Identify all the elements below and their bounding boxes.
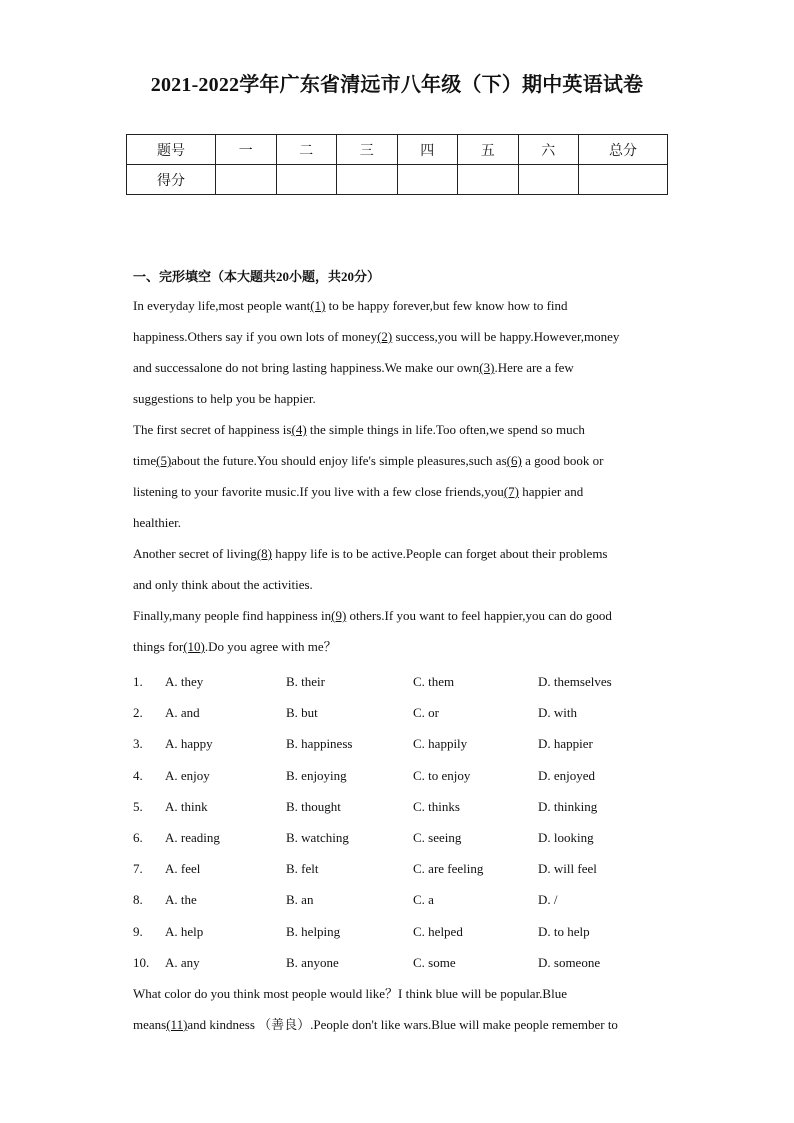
passage-line [133,600,673,631]
option-b[interactable]: B. felt [286,861,319,877]
blank-marker: (4) [291,422,307,437]
option-c[interactable]: C. them [413,674,455,689]
passage-text: a good book or [521,453,604,468]
score-input-cell[interactable] [397,165,458,195]
option-d[interactable]: D. / [538,892,558,908]
option-d[interactable]: D. someone [538,954,601,970]
passage-text: .Here are a few [494,360,574,375]
passage-text: others.If you want to feel happier,you can do good [346,608,612,623]
passage-text: about the future.You should enjoy life's simple pleasures,such as [171,453,507,468]
passage-line [133,445,673,476]
option-b[interactable]: B. their [286,674,325,689]
passage-text: and kindness （善良）.People don't like wars.Blue will make people remember to [187,1017,618,1032]
passage-text: success,you will be happy.However,money [392,329,620,344]
question-row [133,822,673,853]
option-c[interactable]: C. happily [413,736,468,752]
option-a[interactable]: A. any [165,954,200,970]
passage-text: to be happy forever,but few know how to find [325,298,568,313]
question-row [133,884,673,915]
table-cell: 六 [518,135,579,165]
option-d[interactable]: D. with [538,705,577,721]
score-input-cell[interactable] [579,165,668,195]
option-d[interactable]: D. looking [538,830,594,845]
passage-line [133,414,673,445]
score-table-header-row [127,135,668,165]
question-number: 3. [133,736,143,752]
question-row [133,853,673,884]
blank-marker: (11) [166,1017,188,1032]
passage-line [133,321,673,352]
option-c[interactable]: C. seeing [413,830,462,845]
score-input-cell[interactable] [458,165,519,195]
score-input-cell[interactable] [337,165,398,195]
passage-text: What color do you think most people would like？I think blue will be popular.Blue [133,986,567,1001]
option-d[interactable]: D. will feel [538,861,597,877]
passage-text: happiness.Others say if you own lots of money [133,329,378,344]
question-row [133,697,673,728]
question-number: 8. [133,892,143,908]
passage-text: happier and [518,484,584,499]
passage-text: means [133,1017,167,1032]
question-row [133,791,673,822]
option-b[interactable]: B. enjoying [286,767,347,783]
question-number: 4. [133,767,143,783]
option-c[interactable]: C. are feeling [413,861,484,877]
blank-marker: (3) [479,360,495,375]
option-d[interactable]: D. to help [538,923,590,939]
score-table [126,134,668,195]
question-row [133,728,673,759]
passage-text: time [133,453,157,468]
option-c[interactable]: C. thinks [413,798,460,814]
blank-marker: (7) [503,484,519,499]
blank-marker: (10) [183,639,205,654]
passage-text: suggestions to help you be happier. [133,391,316,406]
option-b[interactable]: B. an [286,892,314,908]
passage-line [133,978,673,1009]
table-cell: 得分 [127,165,216,195]
option-a[interactable]: A. think [165,798,208,814]
option-c[interactable]: C. helped [413,923,463,939]
passage-text: the simple things in life.Too often,we spend so much [306,422,585,437]
question-row [133,916,673,947]
option-a[interactable]: A. happy [165,736,213,752]
passage-line [133,352,673,383]
passage-line [133,538,673,569]
option-b[interactable]: B. but [286,705,318,721]
option-c[interactable]: C. or [413,705,439,721]
passage-line [133,1009,673,1040]
option-a[interactable]: A. and [165,705,200,721]
table-cell: 三 [337,135,398,165]
question-number: 7. [133,861,143,877]
passage-text: happy life is to be active.People can forget about their problems [272,546,608,561]
option-b[interactable]: B. happiness [286,736,353,752]
score-input-cell[interactable] [518,165,579,195]
passage-text: .Do you agree with me？ [204,639,337,654]
passage-line [133,290,673,321]
score-input-cell[interactable] [216,165,277,195]
passage-line [133,631,673,662]
passage-text: listening to your favorite music.If you live with a few close friends,you [133,484,504,499]
question-number: 1. [133,674,143,689]
question-number: 2. [133,705,143,721]
table-cell: 五 [458,135,519,165]
page-title: 2021-2022学年广东省清远市八年级（下）期中英语试卷 [150,74,644,96]
question-number: 6. [133,830,143,845]
passage-text: Finally,many people find happiness in [133,608,332,623]
option-d[interactable]: D. happier [538,736,593,752]
table-cell: 一 [216,135,277,165]
question-row [133,760,673,791]
option-d[interactable]: D. themselves [538,674,612,689]
score-input-cell[interactable] [276,165,337,195]
passage-line [133,383,673,414]
blank-marker: (8) [256,546,272,561]
option-c[interactable]: C. a [413,892,434,908]
question-row [133,666,673,697]
passage-line [133,476,673,507]
option-b[interactable]: B. helping [286,923,341,939]
option-d[interactable]: D. thinking [538,798,598,814]
question-row [133,947,673,978]
option-d[interactable]: D. enjoyed [538,767,596,783]
blank-marker: (2) [377,329,393,344]
option-b[interactable]: B. watching [286,830,349,845]
score-table-score-row [127,165,668,195]
blank-marker: (1) [310,298,326,313]
passage-2 [133,978,673,1040]
passage-1 [133,290,673,662]
blank-marker: (6) [506,453,522,468]
option-b[interactable]: B. thought [286,798,341,814]
passage-text: healthier. [133,515,182,530]
option-c[interactable]: C. to enjoy [413,767,471,783]
table-cell: 四 [397,135,458,165]
question-number: 9. [133,923,143,939]
option-c[interactable]: C. some [413,954,456,970]
passage-line [133,507,673,538]
passage-text: Another secret of living [133,546,257,561]
section-title: 一、完形填空（本大题共20小题，共20分） [133,269,381,284]
passage-text: In everyday life,most people want [133,298,311,313]
passage-text: and only think about the activities. [133,577,313,592]
question-number: 10. [133,954,150,970]
question-number: 5. [133,798,143,814]
passage-line [133,569,673,600]
blank-marker: (5) [156,453,172,468]
blank-marker: (9) [331,608,347,623]
passage-text: and successalone do not bring lasting happiness.We make our own [133,360,480,375]
option-a[interactable]: A. enjoy [165,767,210,783]
table-cell: 二 [276,135,337,165]
passage-text: things for [133,639,184,654]
option-a[interactable]: A. reading [165,830,220,845]
passage-text: The first secret of happiness is [133,422,292,437]
option-a[interactable]: A. help [165,923,204,939]
option-a[interactable]: A. they [165,674,204,689]
option-b[interactable]: B. anyone [286,954,339,970]
table-cell: 题号 [127,135,216,165]
table-cell: 总分 [579,135,668,165]
option-a[interactable]: A. feel [165,861,201,877]
option-a[interactable]: A. the [165,892,197,908]
